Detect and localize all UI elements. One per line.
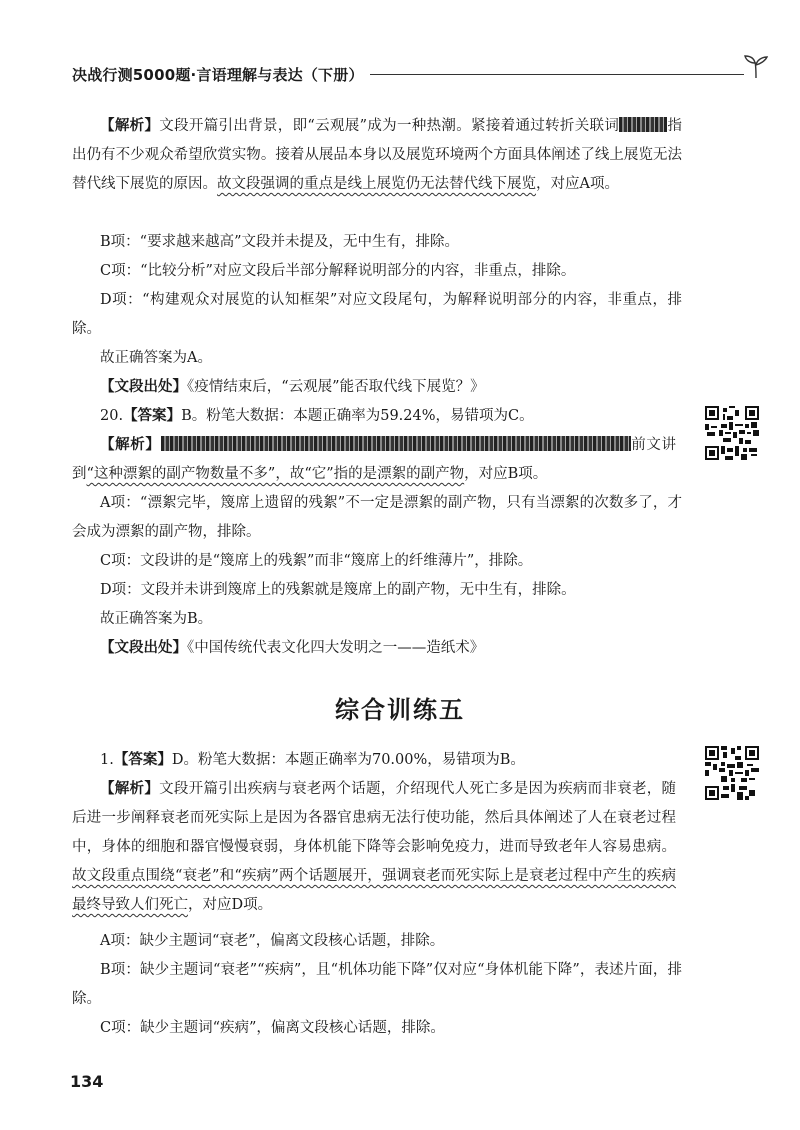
- analysis-text: ，对应B项。: [464, 466, 548, 482]
- option-c-text: C项：文段讲的是“篾席上的残絮”而非“篾席上的纤维薄片”，排除。: [100, 553, 533, 569]
- key-point-underline: 故文段重点围绕“衰老”和“疾病”两个话题展开，强调衰老而死实际上是衰老过程中产生的疾病最终导致人们死亡: [72, 868, 676, 913]
- analysis-text: 文段开篇引出疾病与衰老两个话题，介绍现代人死亡多是因为疾病而非衰老，随后进一步阐释衰老而死实际上是因为各器官患病无法行使功能，然后具体阐述了人在衰老过程中，身体的细胞和器官慢慢衰弱，身体机能下降等会影响免疫力，进而导致老年人容易患病。: [72, 781, 677, 855]
- analysis-text: 文段开篇引出背景，即“云观展”成为一种热潮。紧接着通过转折关联词: [159, 118, 620, 134]
- answer-text: D。粉笔大数据：本题正确率为70.00%，易错项为B。: [171, 752, 525, 768]
- analysis-tag: 【解析】: [100, 437, 161, 453]
- qr-code-icon: [705, 746, 759, 800]
- analysis-paragraph: [72, 431, 676, 489]
- option-a-text: A项：缺少主题词“衰老”，偏离文段核心话题，排除。: [100, 933, 445, 949]
- analysis-text: ，对应A项。: [536, 176, 619, 192]
- option-c-text: C项：缺少主题词“疾病”，偏离文段核心话题，排除。: [100, 1020, 445, 1036]
- qr-code-icon[interactable]: [705, 746, 759, 800]
- question-number: 1.: [100, 752, 114, 768]
- answer-line: [72, 746, 676, 775]
- option-b-text: B项：缺少主题词“衰老”“疾病”，且“机体功能下降”仅对应“身体机能下降”，表述片面，排除。: [72, 962, 682, 1007]
- book-title: 决战行测5000题·言语理解与表达（下册）: [72, 66, 364, 84]
- analysis-text: 指出仍有不少观众希望欣赏实物。接着从展品本身以及展览环境两个方面具体阐述了线上展览无法替代线下展览的原因。: [72, 118, 683, 192]
- qr-code-icon[interactable]: [705, 406, 759, 460]
- analysis-tag: 【解析】: [100, 781, 160, 797]
- answer-conclusion: 故正确答案为A。: [100, 350, 212, 366]
- answer-line: [72, 402, 676, 431]
- header-rule: [370, 74, 744, 75]
- answer-tag: 【答案】: [123, 408, 182, 424]
- analysis-paragraph: [72, 775, 676, 920]
- option-d-text: D项：文段并未讲到篾席上的残絮就是篾席上的副产物，无中生有，排除。: [100, 582, 576, 598]
- key-point-underline: 故文段强调的重点是线上展览仍无法替代线下展览: [217, 176, 536, 192]
- source-line: [72, 634, 682, 663]
- analysis-paragraph: [72, 112, 682, 199]
- analysis-text: ，对应D项。: [188, 897, 273, 913]
- qr-code-icon: [705, 406, 759, 460]
- page-number: 134: [70, 1072, 104, 1091]
- redacted-mark: [619, 117, 667, 132]
- source-title: 《疫情结束后，“云观展”能否取代线下展览？》: [187, 379, 485, 395]
- source-tag: 【文段出处】: [100, 379, 187, 395]
- key-point-underline: “这种漂絮的副产物数量不多”，故“它”指的是漂絮的副产物: [86, 466, 465, 482]
- source-title: 《中国传统代表文化四大发明之一——造纸术》: [187, 640, 485, 656]
- section-title: 综合训练五: [335, 696, 465, 724]
- answer-text: B。粉笔大数据：本题正确率为59.24%，易错项为C。: [181, 408, 534, 424]
- redacted-mark: [161, 436, 631, 451]
- answer-conclusion: 故正确答案为B。: [100, 611, 213, 627]
- source-line: [72, 373, 682, 402]
- source-tag: 【文段出处】: [100, 640, 187, 656]
- analysis-tag: 【解析】: [100, 118, 160, 134]
- analysis-text: 前文讲到: [72, 437, 677, 482]
- sprout-icon: [742, 52, 770, 80]
- running-header: [72, 64, 762, 90]
- option-d-text: D项：“构建观众对展览的认知框架”对应文段尾句，为解释说明部分的内容，非重点，排除。: [72, 292, 682, 337]
- option-c-text: C项：“比较分析”对应文段后半部分解释说明部分的内容，非重点，排除。: [100, 263, 576, 279]
- question-number: 20.: [100, 408, 124, 424]
- answer-tag: 【答案】: [113, 752, 172, 768]
- option-a-text: A项：“漂絮完毕，篾席上遗留的残絮”不一定是漂絮的副产物，只有当漂絮的次数多了，才会成为漂絮的副产物，排除。: [72, 495, 682, 540]
- option-b-text: B项：“要求越来越高”文段并未提及，无中生有，排除。: [100, 234, 459, 250]
